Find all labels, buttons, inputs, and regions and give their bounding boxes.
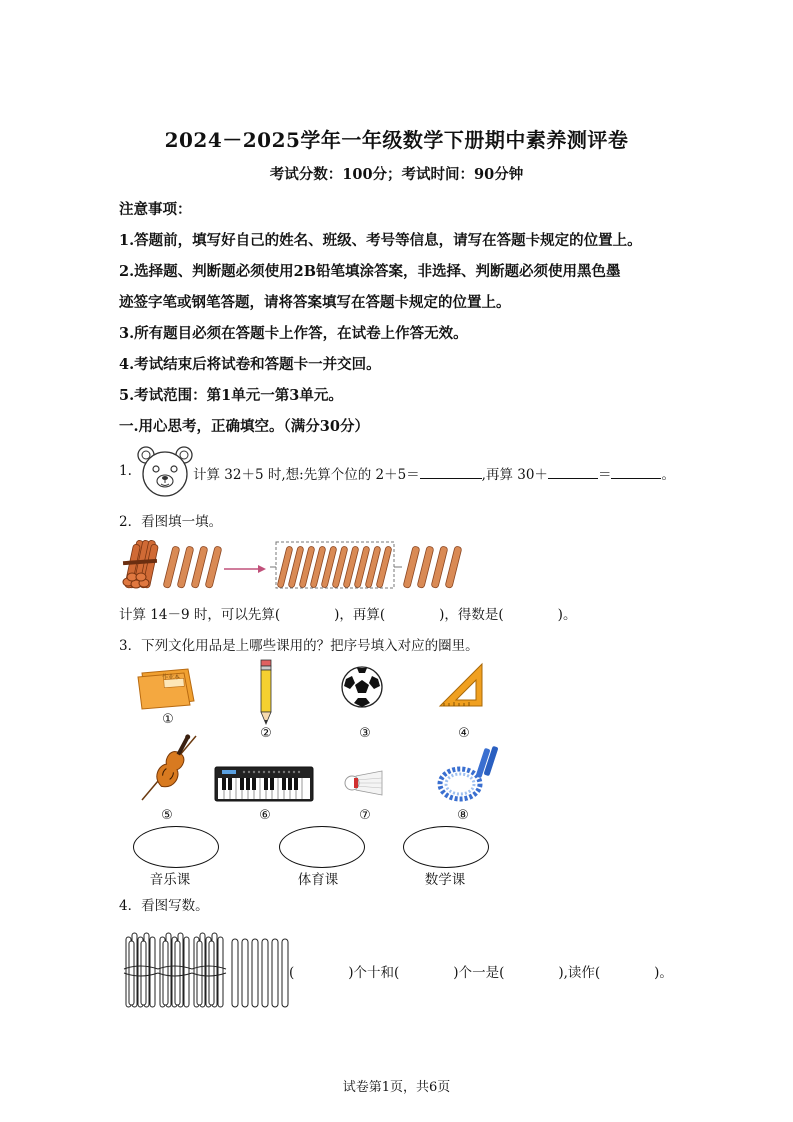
music-class-label: 音乐课: [149, 872, 191, 888]
soccer-ball-icon: [340, 665, 384, 709]
math-class-label: 数学课: [424, 872, 466, 888]
note-line-2: 2.选择题、判断题必须使用2B铅笔填涂答案，非选择、判断题必须使用黑色墨: [119, 263, 621, 280]
item-6-label: ⑥: [259, 808, 271, 823]
q2-prompt: 2．看图填一填。: [119, 514, 223, 530]
q4-prompt: 4．看图写数。: [119, 898, 209, 914]
arrow-icon: [224, 565, 266, 573]
q1-text-d: 。: [661, 467, 675, 483]
note-line-4: 3.所有题目必须在答题卡上作答，在试卷上作答无效。: [119, 325, 468, 342]
math-class-circle[interactable]: [403, 826, 489, 868]
q3-prompt: 3．下列文化用品是上哪些课用的？把序号填入对应的圈里。: [119, 638, 479, 654]
stick-bundle-icon: [123, 540, 159, 588]
bundle-3: [192, 933, 226, 1007]
note-line-1: 1.答题前，填写好自己的姓名、班级、考号等信息，请写在答题卡规定的位置上。: [119, 232, 642, 249]
q1-blank-2[interactable]: [548, 465, 598, 479]
q1-number: 1.: [119, 463, 132, 479]
q1-text-b: ,再算 30＋: [481, 467, 548, 483]
section-heading: 一.用心思考，正确填空。（满分30分）: [119, 418, 369, 435]
page-title: 2024－2025学年一年级数学下册期中素养测评卷: [164, 128, 629, 152]
bundle-1: [124, 933, 158, 1007]
item-4-label: ④: [458, 726, 470, 741]
note-line-6: 5.考试范围：第1单元一第3单元。: [119, 387, 343, 404]
item-1-label: ①: [162, 712, 174, 727]
q1-text-c: ＝: [597, 467, 612, 483]
music-class-circle[interactable]: [133, 826, 219, 868]
notes-heading: 注意事项：: [119, 201, 192, 218]
bundle-2: [158, 933, 192, 1007]
book-label: 作业本: [162, 674, 181, 681]
note-line-3: 迹签字笔或钢笔答题，请将答案填写在答题卡规定的位置上。: [119, 294, 511, 311]
electronic-keyboard-icon: [214, 766, 314, 802]
stick-bundles-figure: [122, 929, 292, 1009]
q1-blank-3[interactable]: [611, 465, 661, 479]
q2-answer-line: 计算 14－9 时，可以先算( )，再算( )，得数是( )。: [119, 607, 577, 623]
pe-class-circle[interactable]: [279, 826, 365, 868]
loose-sticks-left: [163, 546, 222, 588]
shuttlecock-icon: [342, 770, 386, 796]
item-3-label: ③: [359, 726, 371, 741]
unbundled-sticks: [277, 546, 392, 588]
pe-class-label: 体育课: [297, 872, 339, 888]
pencil-icon: [258, 658, 274, 726]
item-2-label: ②: [260, 726, 272, 741]
item-5-label: ⑤: [161, 808, 173, 823]
item-7-label: ⑦: [359, 808, 371, 823]
jump-rope-icon: [434, 744, 498, 806]
page-footer: 试卷第1页，共6页: [342, 1080, 451, 1095]
q1-question: [193, 463, 675, 483]
violin-icon: [138, 730, 200, 810]
q1-blank-1[interactable]: [420, 465, 482, 479]
exam-info: 考试分数：100分；考试时间：90分钟: [269, 166, 524, 183]
note-line-5: 4.考试结束后将试卷和答题卡一并交回。: [119, 356, 381, 373]
set-square-icon: [436, 660, 486, 710]
q4-answer-line: ( )个十和( )个一是( ),读作( )。: [289, 965, 673, 981]
bear-face-icon: [136, 444, 194, 498]
q1-text-a: 计算 32＋5 时,想:先算个位的 2＋5＝: [193, 467, 420, 483]
loose-sticks-right: [403, 546, 462, 588]
single-sticks: [232, 939, 288, 1007]
item-8-label: ⑧: [457, 808, 469, 823]
sticks-figure: [120, 536, 470, 594]
